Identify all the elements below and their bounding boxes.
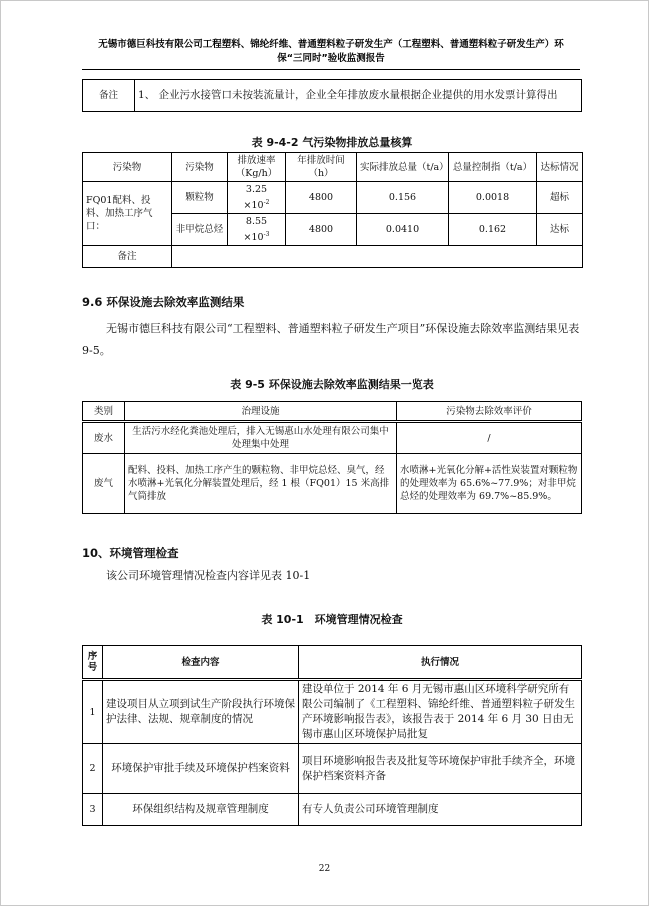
rate-cell <box>228 182 286 214</box>
no-cell: 2 <box>83 744 103 794</box>
table-row <box>83 680 582 744</box>
content-cell: 建设项目从立项到试生产阶段执行环境保护法律、法规、规章制度的情况 <box>103 680 299 744</box>
section-9-6-para <box>82 318 582 362</box>
header-hours: 年排放时间（h） <box>286 153 357 182</box>
header-pollutant: 污染物 <box>172 153 228 182</box>
section-10-para <box>82 565 582 587</box>
evaluation-cell: 水喷淋+光氧化分解+活性炭装置对颗粒物的处理效率为 65.6%~77.9%；对非甲烷总烃的处理效率为 69.7%~85.9%。 <box>397 454 582 514</box>
pollutant-cell: 非甲烷总烃 <box>172 214 228 246</box>
content-cell: 环保组织结构及规章管理制度 <box>103 794 299 826</box>
rate-pow: -2 <box>263 199 270 206</box>
table-row <box>83 422 582 454</box>
section-10-text: 该公司环境管理情况检查内容详见表 10-1 <box>106 569 311 582</box>
status-cell: 超标 <box>537 182 583 214</box>
table-row <box>83 744 582 794</box>
header-result: 执行情况 <box>299 646 582 680</box>
category-cell: 废水 <box>83 422 125 454</box>
header-rate: 排放速率（Kg/h） <box>228 153 286 182</box>
header-status: 达标情况 <box>537 153 583 182</box>
hours-cell: 4800 <box>286 182 357 214</box>
category-cell: 废气 <box>83 454 125 514</box>
table-9-5-title: 表 9-5 环保设施去除效率监测结果一览表 <box>230 378 434 391</box>
table-row <box>83 182 583 214</box>
actual-cell: 0.156 <box>357 182 449 214</box>
result-cell: 建设单位于 2014 年 6 月无锡市惠山区环境科学研究所有限公司编制了《工程塑料、锦纶纤维、普通塑料粒子研发生产环境影响报告表》，该报告表于 2014 年 6 月 30 日由无锡市惠山区环境保护局批复 <box>299 680 582 744</box>
note-text: 1、 企业污水接管口未按装流量计，企业全年排放废水量根据企业提供的用水发票计算得出 <box>135 80 582 112</box>
pollutant-cell: 颗粒物 <box>172 182 228 214</box>
section-9-6-text: 无锡市德巨科技有限公司“工程塑料、普通塑料粒子研发生产项目”环保设施去除效率监测结果见表 9-5。 <box>82 322 580 357</box>
no-cell: 3 <box>83 794 103 826</box>
note-label: 备注 <box>83 246 172 268</box>
control-cell: 0.0018 <box>449 182 537 214</box>
table-9-5 <box>82 401 582 514</box>
control-cell: 0.162 <box>449 214 537 246</box>
section-10-heading: 10、环境管理检查 <box>82 546 179 560</box>
report-header <box>82 38 580 66</box>
facility-cell: 生活污水经化粪池处理后，排入无锡惠山水处理有限公司集中处理集中处理 <box>125 422 397 454</box>
header-line-2: 保“三同时”验收监测报告 <box>277 53 385 64</box>
rate-exp: ×10 <box>243 232 264 244</box>
table-9-4-2 <box>82 152 583 268</box>
hours-cell: 4800 <box>286 214 357 246</box>
result-cell: 项目环境影响报告表及批复等环境保护审批手续齐全，环境保护档案资料齐备 <box>299 744 582 794</box>
rate-cell <box>228 214 286 246</box>
actual-cell: 0.0410 <box>357 214 449 246</box>
no-cell: 1 <box>83 680 103 744</box>
table-10-1 <box>82 645 582 826</box>
evaluation-cell: / <box>397 422 582 454</box>
header-category: 类别 <box>83 402 125 422</box>
result-cell: 有专人负责公司环境管理制度 <box>299 794 582 826</box>
header-no: 序号 <box>83 646 103 680</box>
header-facility: 治理设施 <box>125 402 397 422</box>
table-row <box>83 794 582 826</box>
header-control: 总量控制指（t/a） <box>449 153 537 182</box>
rate-exp: ×10 <box>243 200 264 212</box>
note-table <box>82 79 582 112</box>
page-number: 22 <box>318 864 331 874</box>
note-label: 备注 <box>83 80 135 112</box>
facility-cell: 配料、投料、加热工序产生的颗粒物、非甲烷总烃、臭气，经水喷淋+光氧化分解装置处理后，经 1 根（FQ01）15 米高排气筒排放 <box>125 454 397 514</box>
note-text <box>172 246 583 268</box>
header-content: 检查内容 <box>103 646 299 680</box>
content-cell: 环境保护审批手续及环境保护档案资料 <box>103 744 299 794</box>
header-actual: 实际排放总量（t/a） <box>357 153 449 182</box>
status-cell: 达标 <box>537 214 583 246</box>
header-rule <box>82 69 580 70</box>
rate-pow: -3 <box>263 231 270 239</box>
table-row <box>83 454 582 514</box>
source-cell: FQ01配料、投料、加热工序气口： <box>83 182 172 246</box>
header-evaluation: 污染物去除效率评价 <box>397 402 582 422</box>
header-line-1: 无锡市德巨科技有限公司工程塑料、锦纶纤维、普通塑料粒子研发生产（工程塑料、普通塑料粒子研发生产）环 <box>98 39 564 50</box>
table-9-4-2-title: 表 9-4-2 气污染物排放总量核算 <box>251 136 413 149</box>
table-10-1-title: 表 10-1 环境管理情况检查 <box>261 613 403 626</box>
rate-value: 3.25 <box>245 184 268 195</box>
section-9-6-heading: 9.6 环保设施去除效率监测结果 <box>82 295 245 309</box>
rate-value: 8.55 <box>245 216 268 228</box>
header-pollutant-source: 污染物 <box>83 153 172 182</box>
